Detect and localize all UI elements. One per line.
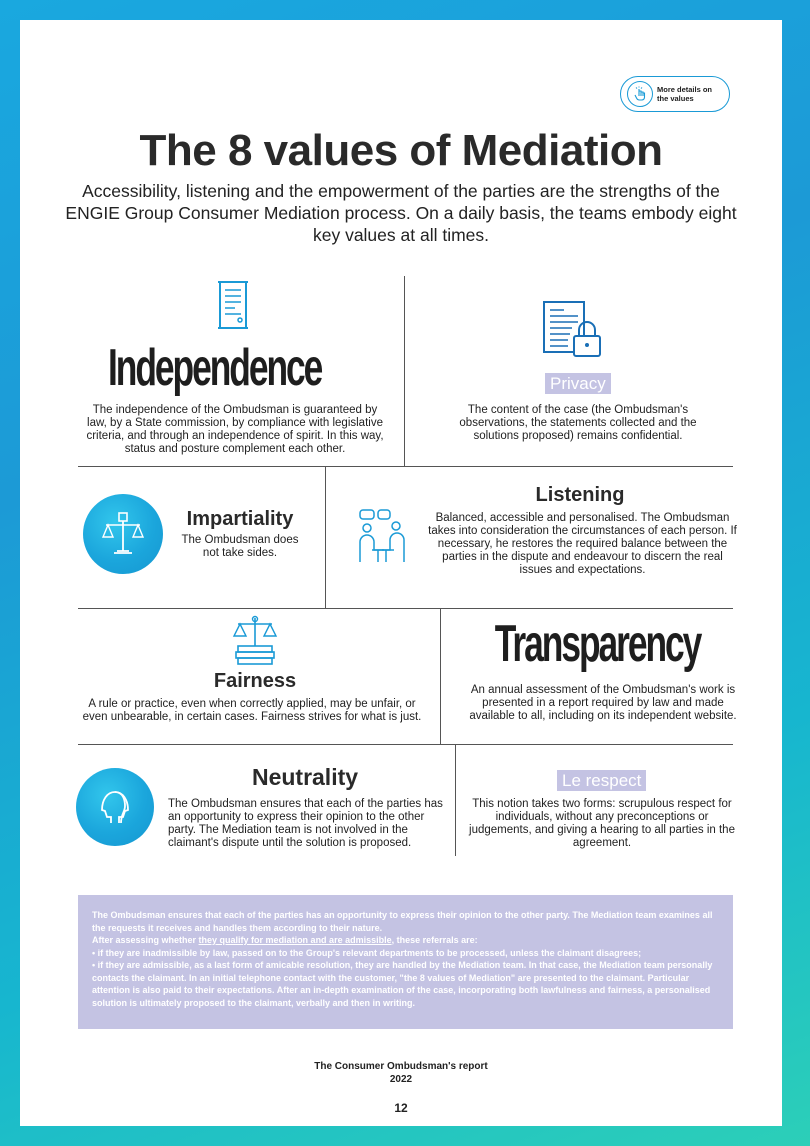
divider — [440, 608, 441, 744]
divider — [325, 466, 326, 608]
divider — [78, 608, 733, 609]
page-title: The 8 values of Mediation — [139, 126, 663, 175]
two-heads-icon — [76, 768, 154, 846]
info-paragraph — [92, 934, 719, 947]
more-details-label-2: the values — [657, 94, 694, 103]
info-box — [78, 895, 733, 1029]
heading-privacy: Privacy — [545, 373, 611, 394]
heading-fairness: Fairness — [213, 670, 297, 692]
divider — [78, 466, 733, 467]
divider — [78, 744, 733, 745]
info-text: After assessing whether — [92, 935, 199, 945]
heading-respect: Le respect — [557, 770, 646, 791]
privacy-text: The content of the case (the Ombudsman's observations, the statements collected and the solutions proposed) remains confidential. — [459, 404, 697, 442]
independence-text: The independence of the Ombudsman is guaranteed by law, by a State commission, by compliance with legislative criteria, and through an independence of spirit. In this way, status and posture complement each other. — [86, 404, 384, 455]
listening-text: Balanced, accessible and personalised. The Ombudsman takes into consideration the circumstances of each person. If necessary, he restores the required balance between the parties in the dispute and endeavour to discern the real issues and expectations. — [428, 512, 737, 576]
admissibility-link[interactable]: they qualify for mediation and are admissible — [198, 935, 392, 945]
divider — [404, 276, 405, 466]
neutrality-text: The Ombudsman ensures that each of the parties has an opportunity to express their opinion to the other party. The Mediation team is not involved in the claimant's dispute until the solution is proposed. — [168, 798, 443, 849]
heading-impartiality: Impartiality — [186, 508, 294, 530]
document-icon — [216, 280, 252, 339]
info-paragraph: The Ombudsman ensures that each of the parties has an opportunity to express their opinion to the other party. The Mediation team examines all the requests it receives and handles them according to their nature. — [92, 910, 713, 933]
page — [20, 20, 782, 1126]
more-details-button[interactable] — [620, 76, 730, 112]
page-number: 12 — [394, 1101, 408, 1115]
footer-report-title: The Consumer Ombudsman's report — [314, 1061, 488, 1072]
impartiality-text: The Ombudsman does not take sides. — [181, 534, 299, 559]
respect-tag — [557, 771, 646, 791]
scales-books-icon — [230, 614, 280, 671]
privacy-tag — [545, 374, 611, 394]
transparency-text: An annual assessment of the Ombudsman's work is presented in a report required by law and made available to all, including on its independent website. — [469, 684, 737, 722]
heading-independence: Independence — [108, 339, 322, 397]
fairness-text: A rule or practice, even when correctly applied, may be unfair, or even unbearable, in certain cases. Fairness strives for what is just. — [82, 698, 422, 723]
footer — [20, 1060, 782, 1086]
respect-text: This notion takes two forms: scrupulous respect for individuals, without any preconceptions or judgements, and giving a hearing to all parties in the agreement. — [469, 798, 735, 849]
divider — [455, 744, 456, 856]
lock-document-icon — [540, 298, 606, 365]
intro-text: Accessibility, listening and the empowerment of the parties are the strengths of the ENGIE Group Consumer Mediation process. On a daily basis, the teams embody eight key values at all times. — [65, 181, 737, 245]
pointer-hand-icon — [627, 81, 653, 107]
heading-listening: Listening — [535, 484, 625, 506]
heading-neutrality: Neutrality — [251, 764, 359, 790]
info-bullet: • if they are admissible, as a last form of amicable resolution, they are handled by the Mediation team. In that case, the Mediation team personally contacts the claimant. In an initial telephone contact with the customer, "the 8 values of Mediation" are presented to the claimant. Particular attention is also paid to their expectations. After an in-depth examination of the case, incorporating both lawfulness and fairness, a personalised solution is ultimately proposed to the claimant, verbally and then in writing. — [92, 960, 713, 1008]
heading-transparency: Transparency — [494, 615, 701, 673]
conversation-icon — [354, 508, 410, 569]
info-bullet: • if they are inadmissible by law, passed on to the Group's relevant departments to be processed, unless the claimant disagrees; — [92, 947, 642, 958]
footer-year: 2022 — [389, 1074, 413, 1085]
info-text: , these referrals are: — [391, 935, 478, 945]
scales-fist-icon — [83, 494, 163, 574]
more-details-label-1: More details on — [657, 85, 713, 94]
